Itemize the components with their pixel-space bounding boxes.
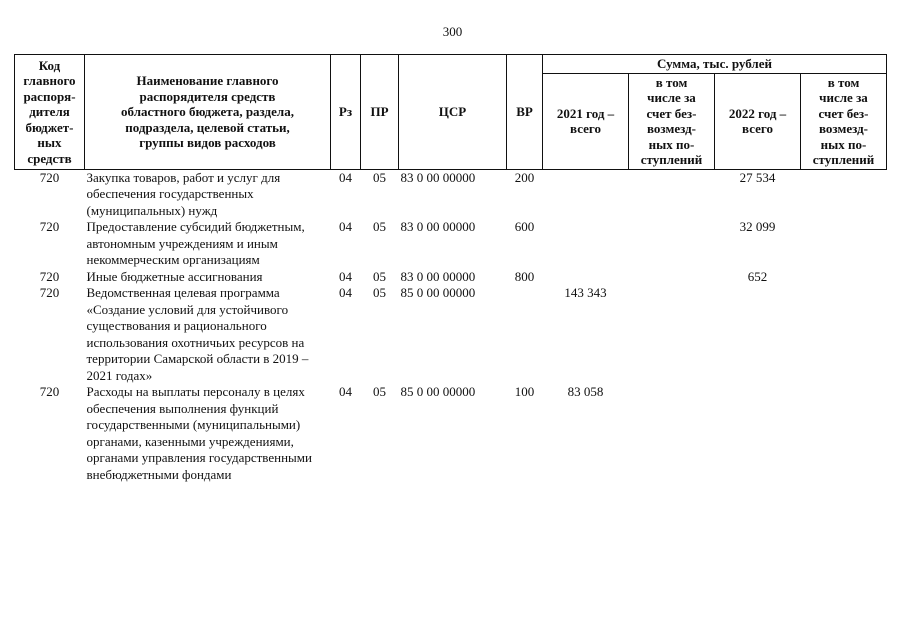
table-body (15, 169, 887, 483)
cell-pr: 05 (373, 169, 386, 185)
table-row (15, 384, 887, 483)
cell-csr: 83 0 00 00000 (400, 219, 476, 234)
header-sum-2022: 2022 год – всего (715, 73, 801, 169)
table-row (15, 219, 887, 269)
cell-code: 720 (39, 219, 60, 234)
cell-code: 720 (39, 268, 60, 284)
cell-name: Иные бюджетные ассигнования (86, 268, 263, 284)
header-code: Код главного распоря- дителя бюджет- ных средств (15, 55, 85, 170)
header-sum-2021-free: в том числе за счет без- возмезд- ных по- ступлений (629, 73, 715, 169)
cell-pr: 05 (373, 384, 386, 399)
cell-sum-2021-free (629, 269, 715, 286)
cell-name: Закупка товаров, работ и услуг для обеспечения государственных (муниципальных) нужд (86, 169, 281, 218)
cell-vr: 800 (514, 268, 535, 284)
table-row (15, 285, 887, 384)
cell-csr: 83 0 00 00000 (400, 268, 476, 284)
cell-rz: 04 (339, 169, 352, 185)
cell-name: Расходы на выплаты персоналу в целях обеспечения выполнения функций государственными (муниципальными) органами, казенными учреждениями, органами управления государственными внебюджетными фондами (86, 384, 312, 482)
header-vr: ВР (507, 55, 543, 170)
header-sum-2022-free: в том числе за счет без- возмезд- ных по- ступлений (801, 73, 887, 169)
cell-sum-2021: 143 343 (564, 285, 607, 300)
cell-code: 720 (39, 285, 60, 300)
cell-sum-2022-free (801, 169, 887, 219)
budget-table (14, 54, 887, 483)
cell-sum-2022-free (801, 219, 887, 269)
header-rz: Рз (331, 55, 361, 170)
cell-pr: 05 (373, 285, 386, 300)
cell-sum-2021-free (629, 169, 715, 219)
cell-sum-2022-free (801, 384, 887, 483)
cell-sum-2021 (543, 269, 629, 286)
header-name: Наименование главного распорядителя средств областного бюджета, раздела, подраздела, целевой статьи, группы видов расходов (85, 55, 331, 170)
cell-rz: 04 (339, 285, 352, 300)
cell-vr: 600 (514, 219, 535, 234)
cell-sum-2021: 83 058 (567, 384, 604, 399)
cell-code: 720 (39, 169, 60, 185)
cell-pr: 05 (373, 219, 386, 234)
cell-csr: 83 0 00 00000 (400, 169, 476, 185)
cell-pr: 05 (373, 268, 386, 284)
cell-sum-2021-free (629, 219, 715, 269)
cell-sum-2021-free (629, 285, 715, 384)
cell-sum-2021 (543, 169, 629, 219)
cell-sum-2021 (543, 219, 629, 269)
table-row (15, 269, 887, 286)
cell-code: 720 (39, 384, 60, 399)
cell-rz: 04 (339, 219, 352, 234)
cell-sum-2022 (715, 285, 801, 384)
cell-sum-2022: 27 534 (739, 169, 776, 185)
cell-name: Ведомственная целевая программа «Создание условий для устойчивого существования и рационального использования охотничьих ресурсов на территории Самарской области в 2019 – 2021 годах» (86, 285, 309, 383)
cell-csr: 85 0 00 00000 (400, 384, 476, 399)
table-header (15, 55, 887, 170)
cell-sum-2022: 652 (747, 268, 768, 284)
cell-vr: 200 (514, 169, 535, 185)
header-sum-2021: 2021 год – всего (543, 73, 629, 169)
cell-vr (507, 285, 543, 384)
cell-rz: 04 (339, 384, 352, 399)
cell-sum-2022-free (801, 285, 887, 384)
header-csr: ЦСР (399, 55, 507, 170)
cell-sum-2022-free (801, 269, 887, 286)
cell-rz: 04 (339, 268, 352, 284)
cell-vr: 100 (514, 384, 535, 399)
cell-name: Предоставление субсидий бюджетным, автономным учреждениям и иным некоммерческим организациям (86, 219, 305, 267)
cell-sum-2021-free (629, 384, 715, 483)
cell-sum-2022: 32 099 (739, 219, 776, 234)
page-number: 300 (442, 24, 463, 39)
header-pr: ПР (361, 55, 399, 170)
header-sum-group: Сумма, тыс. рублей (543, 55, 887, 74)
cell-csr: 85 0 00 00000 (400, 285, 476, 300)
table-row (15, 169, 887, 219)
cell-sum-2022 (715, 384, 801, 483)
